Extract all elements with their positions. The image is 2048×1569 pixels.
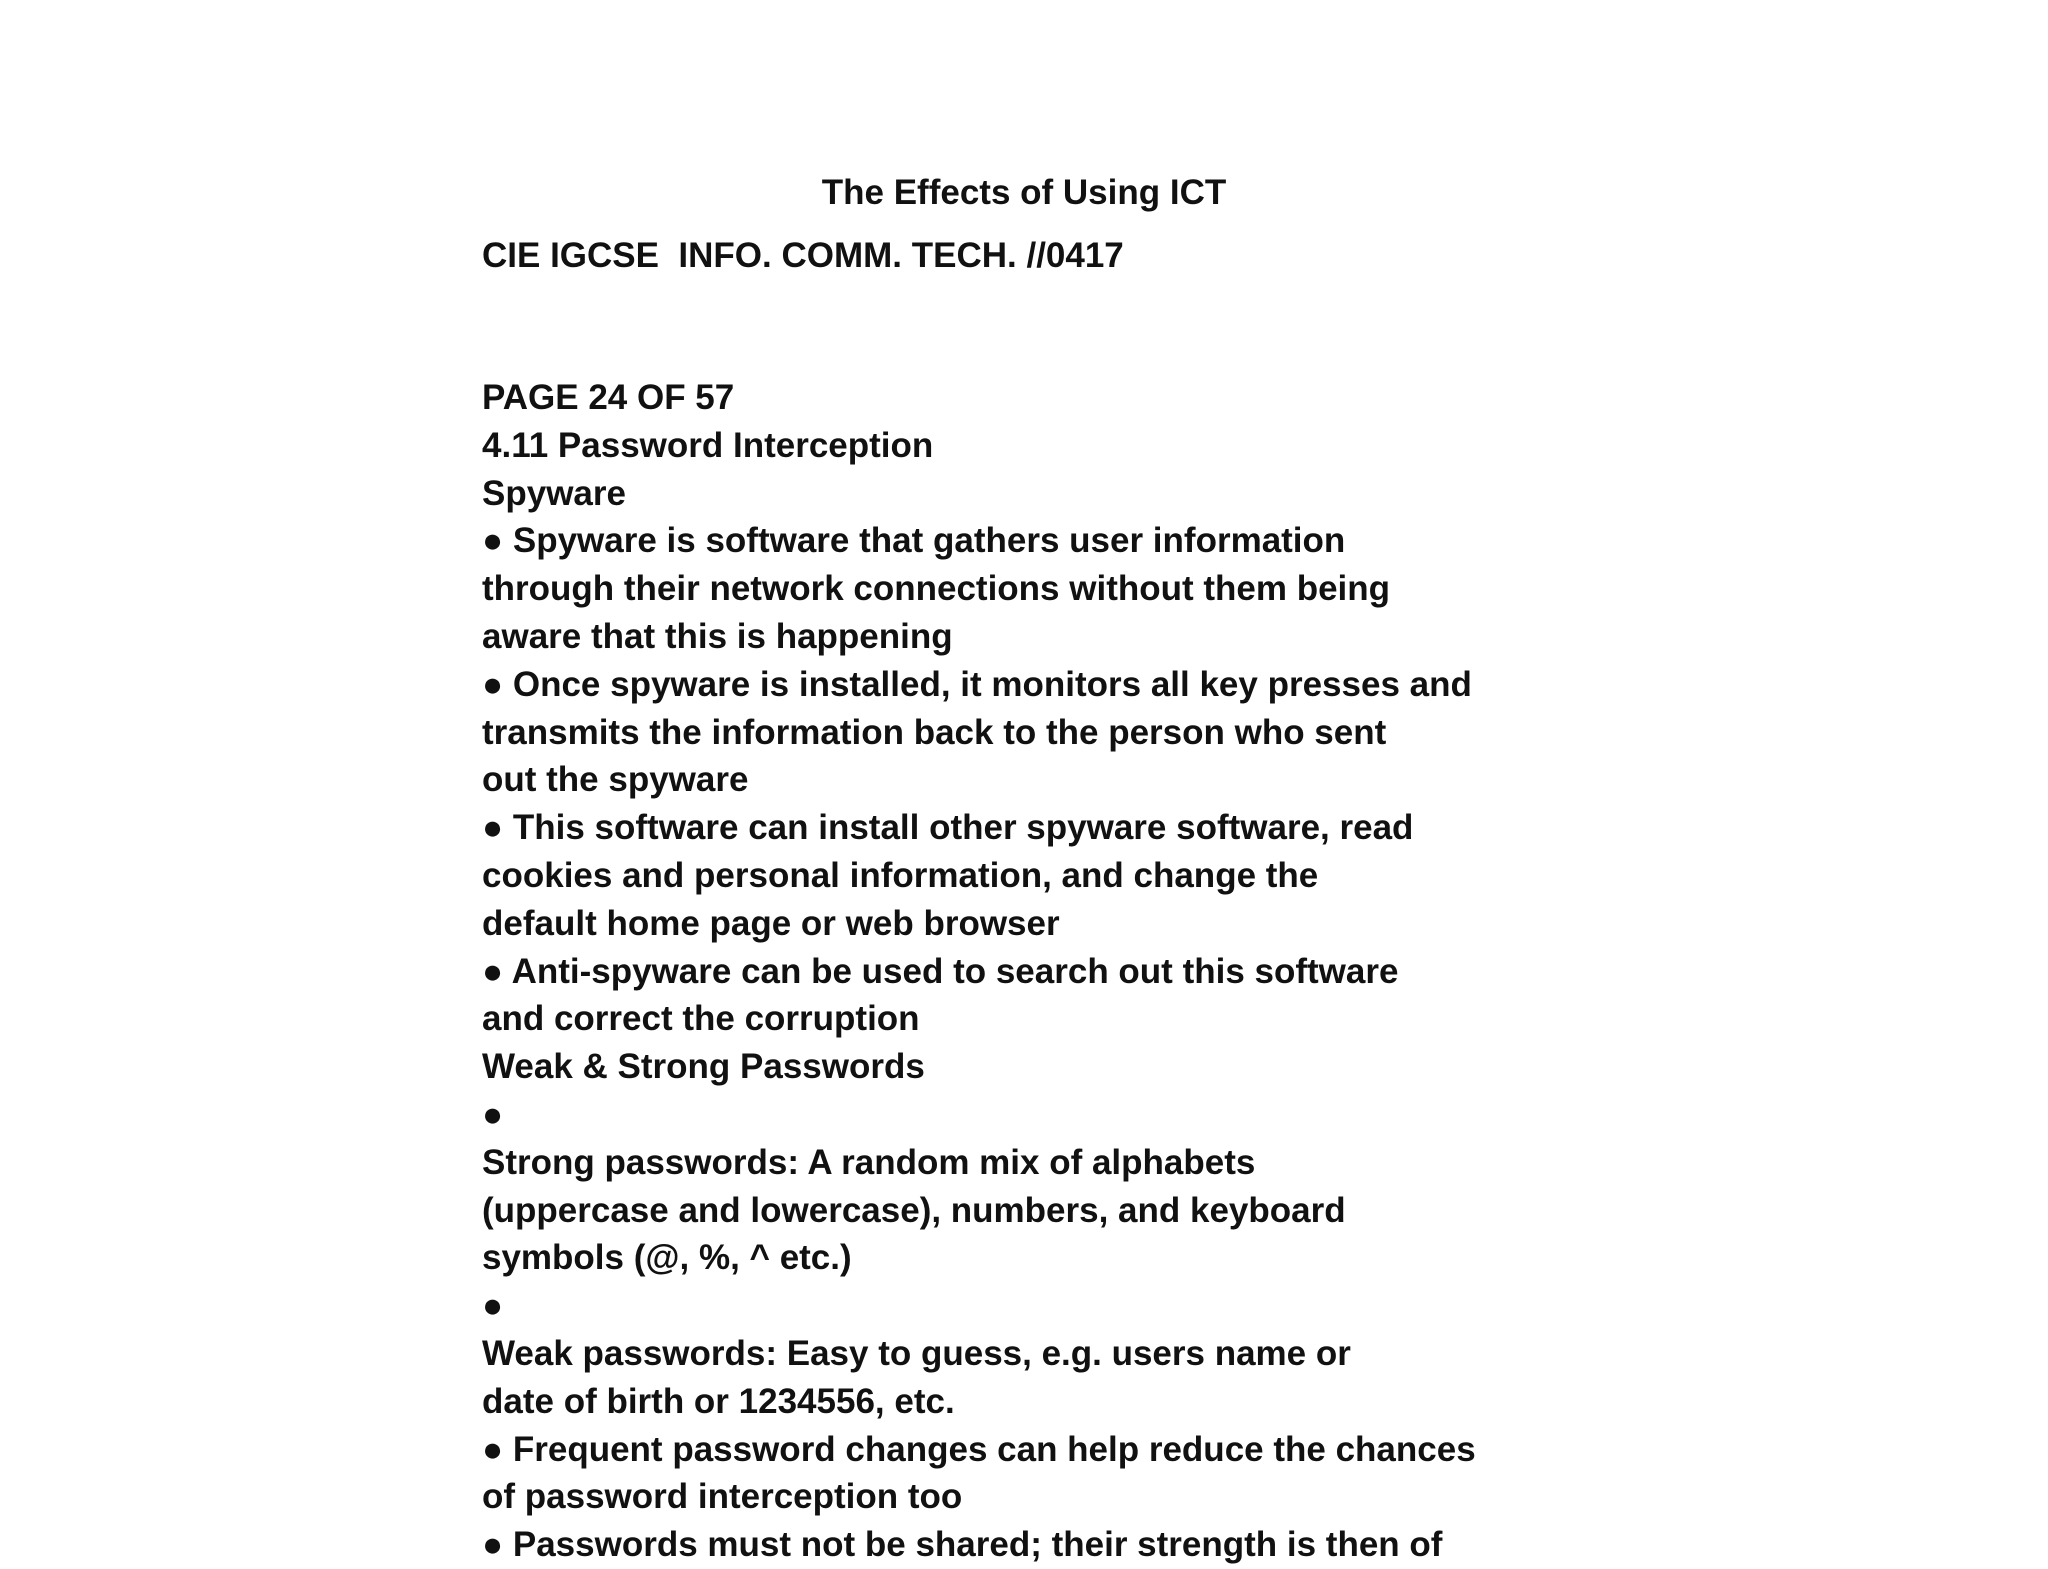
body-line: default home page or web browser — [482, 903, 1060, 943]
body-line: of password interception too — [482, 1477, 963, 1517]
body-line-cut: ● Passwords must not be shared; their strength is then of — [482, 1525, 1443, 1565]
body-line: Strong passwords: A random mix of alphabets — [482, 1142, 1256, 1182]
subheading-passwords: Weak & Strong Passwords — [482, 1047, 925, 1087]
body-line: date of birth or 1234556, etc. — [482, 1381, 955, 1421]
body-line: ● Frequent password changes can help reduce the chances — [482, 1429, 1476, 1469]
body-line: ● Once spyware is installed, it monitors all key presses and — [482, 664, 1472, 704]
body-line: Weak passwords: Easy to guess, e.g. users name or — [482, 1333, 1351, 1373]
body-line: (uppercase and lowercase), numbers, and keyboard — [482, 1190, 1346, 1230]
body-line: and correct the corruption — [482, 999, 920, 1039]
body-line: through their network connections without them being — [482, 569, 1391, 609]
bullet-marker: ● — [482, 1286, 504, 1326]
section-heading: 4.11 Password Interception — [482, 425, 934, 465]
body-line: out the spyware — [482, 760, 749, 800]
body-line: ● Anti-spyware can be used to search out this software — [482, 951, 1399, 991]
body-line: ● This software can install other spyware software, read — [482, 808, 1414, 848]
page-indicator: PAGE 24 OF 57 — [482, 378, 735, 417]
body-line: cookies and personal information, and change the — [482, 855, 1319, 895]
course-code: CIE IGCSE INFO. COMM. TECH. //0417 — [482, 236, 1124, 275]
bullet-marker: ● — [482, 1094, 504, 1134]
body-line: symbols (@, %, ^ etc.) — [482, 1238, 852, 1278]
document-title: The Effects of Using ICT — [821, 173, 1227, 212]
document-body — [482, 374, 1582, 1569]
body-line: ● Spyware is software that gathers user information — [482, 521, 1346, 561]
body-line: aware that this is happening — [482, 616, 953, 656]
subheading-spyware: Spyware — [482, 473, 626, 513]
body-line: transmits the information back to the person who sent — [482, 712, 1387, 752]
